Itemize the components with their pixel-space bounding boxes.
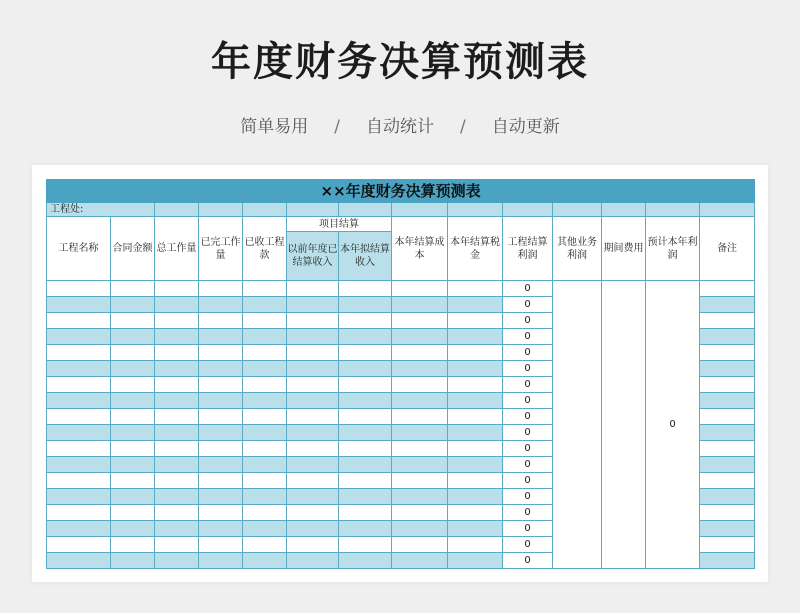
cell[interactable] (339, 553, 392, 569)
cell[interactable] (199, 441, 243, 457)
cell[interactable] (339, 329, 392, 345)
cell[interactable] (392, 457, 448, 473)
cell[interactable] (392, 377, 448, 393)
cell[interactable] (700, 203, 755, 217)
cell[interactable] (47, 345, 111, 361)
cell[interactable] (448, 281, 503, 297)
cell[interactable] (392, 425, 448, 441)
cell[interactable] (47, 329, 111, 345)
cell[interactable] (243, 377, 287, 393)
cell[interactable] (339, 203, 392, 217)
settlement-profit-cell[interactable]: 0 (503, 425, 553, 441)
cell[interactable] (700, 553, 755, 569)
cell[interactable] (287, 441, 339, 457)
office-label: 工程处: (47, 203, 155, 217)
cell[interactable] (646, 203, 700, 217)
cell[interactable] (602, 203, 646, 217)
cell[interactable] (339, 521, 392, 537)
col-header-contract-amount[interactable]: 合同金额 (111, 217, 155, 281)
cell[interactable] (243, 425, 287, 441)
settlement-profit-cell[interactable]: 0 (503, 393, 553, 409)
cell[interactable] (243, 409, 287, 425)
cell[interactable] (700, 489, 755, 505)
cell[interactable] (700, 425, 755, 441)
cell[interactable] (448, 425, 503, 441)
cell[interactable] (448, 553, 503, 569)
cell[interactable] (392, 473, 448, 489)
cell[interactable] (243, 297, 287, 313)
cell[interactable] (700, 345, 755, 361)
cell[interactable] (243, 473, 287, 489)
cell[interactable] (503, 203, 553, 217)
cell[interactable] (111, 345, 155, 361)
cell[interactable] (243, 505, 287, 521)
cell[interactable] (287, 553, 339, 569)
col-header-project-name[interactable]: 工程名称 (47, 217, 111, 281)
cell[interactable] (700, 361, 755, 377)
cell[interactable] (243, 521, 287, 537)
cell[interactable] (155, 473, 199, 489)
cell[interactable] (700, 441, 755, 457)
cell[interactable] (199, 345, 243, 361)
cell[interactable] (448, 441, 503, 457)
cell[interactable] (155, 537, 199, 553)
cell[interactable] (700, 505, 755, 521)
separator: / (460, 117, 466, 137)
cell[interactable] (47, 361, 111, 377)
sheet-title: ××年度财务决算预测表 (47, 180, 755, 203)
cell[interactable] (339, 441, 392, 457)
cell[interactable] (243, 441, 287, 457)
cell[interactable] (199, 393, 243, 409)
settlement-profit-cell[interactable]: 0 (503, 505, 553, 521)
cell[interactable] (155, 345, 199, 361)
cell[interactable] (339, 377, 392, 393)
cell[interactable] (47, 281, 111, 297)
cell[interactable] (47, 553, 111, 569)
cell[interactable] (287, 521, 339, 537)
table-row (47, 281, 755, 297)
cell[interactable] (392, 489, 448, 505)
cell[interactable] (155, 553, 199, 569)
col-header-received-payment[interactable]: 已收工程款 (243, 217, 287, 281)
cell[interactable] (700, 377, 755, 393)
cell[interactable] (199, 313, 243, 329)
estimated-profit-total[interactable]: 0 (646, 281, 700, 569)
cell[interactable] (47, 521, 111, 537)
cell[interactable] (448, 393, 503, 409)
settlement-profit-cell[interactable]: 0 (503, 441, 553, 457)
cell[interactable] (700, 521, 755, 537)
cell[interactable] (392, 313, 448, 329)
cell[interactable] (339, 281, 392, 297)
cell[interactable] (448, 329, 503, 345)
cell[interactable] (392, 297, 448, 313)
settlement-profit-cell[interactable]: 0 (503, 313, 553, 329)
cell[interactable] (199, 457, 243, 473)
cell[interactable] (287, 297, 339, 313)
cell[interactable] (339, 489, 392, 505)
cell[interactable] (155, 425, 199, 441)
cell[interactable] (448, 361, 503, 377)
cell[interactable] (111, 441, 155, 457)
cell[interactable] (700, 281, 755, 297)
cell[interactable] (448, 313, 503, 329)
settlement-profit-cell[interactable]: 0 (503, 409, 553, 425)
cell[interactable] (700, 329, 755, 345)
col-header-planned-settlement-income[interactable]: 本年拟结算收入 (339, 232, 392, 281)
cell[interactable] (243, 537, 287, 553)
cell[interactable] (47, 441, 111, 457)
cell[interactable] (448, 345, 503, 361)
cell[interactable] (199, 203, 243, 217)
cell[interactable] (700, 393, 755, 409)
cell[interactable] (199, 329, 243, 345)
feature-list (0, 112, 800, 137)
spreadsheet-card (32, 165, 768, 582)
cell[interactable] (339, 505, 392, 521)
cell[interactable] (243, 361, 287, 377)
cell[interactable] (339, 457, 392, 473)
cell[interactable] (339, 409, 392, 425)
cell[interactable] (199, 425, 243, 441)
cell[interactable] (243, 203, 287, 217)
cell[interactable] (111, 457, 155, 473)
cell[interactable] (339, 425, 392, 441)
feature-auto-stats: 自动统计 (366, 117, 434, 137)
cell[interactable] (199, 521, 243, 537)
settlement-profit-cell[interactable]: 0 (503, 537, 553, 553)
cell[interactable] (111, 489, 155, 505)
cell[interactable] (287, 313, 339, 329)
cell[interactable] (700, 409, 755, 425)
cell[interactable] (155, 361, 199, 377)
cell[interactable] (243, 345, 287, 361)
cell[interactable] (392, 537, 448, 553)
settlement-profit-cell[interactable]: 0 (503, 361, 553, 377)
cell[interactable] (448, 537, 503, 553)
cell[interactable] (155, 329, 199, 345)
cell[interactable] (199, 473, 243, 489)
col-header-estimated-profit[interactable]: 预计本年利润 (646, 217, 700, 281)
cell[interactable] (700, 297, 755, 313)
cell[interactable] (111, 473, 155, 489)
col-header-period-expense[interactable]: 期间费用 (602, 217, 646, 281)
cell[interactable] (392, 441, 448, 457)
cell[interactable] (199, 361, 243, 377)
cell[interactable] (47, 393, 111, 409)
feature-easy: 简单易用 (240, 117, 309, 137)
cell[interactable] (47, 377, 111, 393)
cell[interactable] (700, 313, 755, 329)
settlement-profit-cell[interactable]: 0 (503, 521, 553, 537)
cell[interactable] (243, 489, 287, 505)
cell[interactable] (392, 409, 448, 425)
cell[interactable] (47, 313, 111, 329)
cell[interactable] (392, 281, 448, 297)
cell[interactable] (155, 377, 199, 393)
cell[interactable] (199, 505, 243, 521)
cell[interactable] (700, 457, 755, 473)
cell[interactable] (155, 409, 199, 425)
cell[interactable] (155, 281, 199, 297)
cell[interactable] (448, 489, 503, 505)
settlement-profit-cell[interactable]: 0 (503, 281, 553, 297)
cell[interactable] (339, 345, 392, 361)
forecast-table (46, 179, 755, 569)
cell[interactable] (392, 329, 448, 345)
cell[interactable] (287, 537, 339, 553)
cell[interactable] (243, 329, 287, 345)
cell[interactable] (111, 521, 155, 537)
cell[interactable] (47, 409, 111, 425)
cell[interactable] (47, 473, 111, 489)
cell[interactable] (392, 553, 448, 569)
cell[interactable] (111, 425, 155, 441)
cell[interactable] (111, 329, 155, 345)
cell[interactable] (47, 537, 111, 553)
settlement-profit-cell[interactable]: 0 (503, 345, 553, 361)
cell[interactable] (155, 313, 199, 329)
cell[interactable] (287, 505, 339, 521)
cell[interactable] (392, 203, 448, 217)
cell[interactable] (448, 377, 503, 393)
cell[interactable] (392, 521, 448, 537)
cell[interactable] (199, 537, 243, 553)
cell[interactable] (287, 377, 339, 393)
cell[interactable] (111, 281, 155, 297)
other-profit-cell[interactable] (553, 281, 602, 569)
cell[interactable] (155, 457, 199, 473)
cell[interactable] (155, 489, 199, 505)
cell[interactable] (111, 553, 155, 569)
settlement-profit-cell[interactable]: 0 (503, 457, 553, 473)
cell[interactable] (287, 457, 339, 473)
cell[interactable] (287, 361, 339, 377)
cell[interactable] (339, 297, 392, 313)
settlement-profit-cell[interactable]: 0 (503, 297, 553, 313)
cell[interactable] (111, 537, 155, 553)
cell[interactable] (339, 537, 392, 553)
cell[interactable] (111, 393, 155, 409)
cell[interactable] (111, 313, 155, 329)
cell[interactable] (155, 393, 199, 409)
col-header-settlement-tax[interactable]: 本年结算税金 (448, 217, 503, 281)
cell[interactable] (155, 203, 199, 217)
cell[interactable] (287, 393, 339, 409)
cell[interactable] (47, 457, 111, 473)
cell[interactable] (287, 473, 339, 489)
cell[interactable] (155, 505, 199, 521)
cell[interactable] (448, 203, 503, 217)
cell[interactable] (700, 473, 755, 489)
cell[interactable] (339, 313, 392, 329)
cell[interactable] (448, 473, 503, 489)
cell[interactable] (287, 203, 339, 217)
cell[interactable] (448, 521, 503, 537)
settlement-profit-cell[interactable]: 0 (503, 377, 553, 393)
cell[interactable] (339, 361, 392, 377)
col-header-settlement-profit[interactable]: 工程结算利润 (503, 217, 553, 281)
cell[interactable] (243, 393, 287, 409)
cell[interactable] (155, 521, 199, 537)
cell[interactable] (111, 505, 155, 521)
cell[interactable] (448, 457, 503, 473)
cell[interactable] (199, 489, 243, 505)
col-header-prior-settled-income[interactable]: 以前年度已结算收入 (287, 232, 339, 281)
cell[interactable] (155, 297, 199, 313)
cell[interactable] (47, 297, 111, 313)
cell[interactable] (111, 297, 155, 313)
cell[interactable] (287, 425, 339, 441)
cell[interactable] (700, 537, 755, 553)
cell[interactable] (553, 203, 602, 217)
cell[interactable] (287, 489, 339, 505)
cell[interactable] (243, 281, 287, 297)
col-header-project-settlement[interactable]: 项目结算 (287, 217, 392, 232)
cell[interactable] (287, 329, 339, 345)
cell[interactable] (392, 505, 448, 521)
cell[interactable] (199, 377, 243, 393)
cell[interactable] (155, 441, 199, 457)
col-header-other-profit[interactable]: 其他业务利润 (553, 217, 602, 281)
cell[interactable] (243, 553, 287, 569)
col-header-total-workload[interactable]: 总工作量 (155, 217, 199, 281)
cell[interactable] (199, 553, 243, 569)
feature-auto-update: 自动更新 (491, 117, 560, 137)
settlement-profit-cell[interactable]: 0 (503, 329, 553, 345)
cell[interactable] (448, 409, 503, 425)
col-header-remarks[interactable]: 备注 (700, 217, 755, 281)
cell[interactable] (448, 297, 503, 313)
settlement-profit-cell[interactable]: 0 (503, 553, 553, 569)
cell[interactable] (392, 393, 448, 409)
cell[interactable] (111, 409, 155, 425)
settlement-profit-cell[interactable]: 0 (503, 473, 553, 489)
col-header-settlement-cost[interactable]: 本年结算成本 (392, 217, 448, 281)
cell[interactable] (243, 457, 287, 473)
col-header-completed-workload[interactable]: 已完工作量 (199, 217, 243, 281)
cell[interactable] (47, 489, 111, 505)
cell[interactable] (339, 393, 392, 409)
cell[interactable] (199, 281, 243, 297)
cell[interactable] (287, 409, 339, 425)
page-title: 年度财务决算预测表 (211, 39, 589, 85)
cell[interactable] (392, 345, 448, 361)
cell[interactable] (287, 281, 339, 297)
separator: / (334, 117, 340, 137)
cell[interactable] (339, 473, 392, 489)
cell[interactable] (448, 505, 503, 521)
cell[interactable] (47, 425, 111, 441)
period-expense-cell[interactable] (602, 281, 646, 569)
cell[interactable] (47, 505, 111, 521)
cell[interactable] (392, 361, 448, 377)
cell[interactable] (111, 377, 155, 393)
settlement-profit-cell[interactable]: 0 (503, 489, 553, 505)
cell[interactable] (243, 313, 287, 329)
cell[interactable] (287, 345, 339, 361)
cell[interactable] (199, 409, 243, 425)
cell[interactable] (111, 361, 155, 377)
cell[interactable] (199, 297, 243, 313)
